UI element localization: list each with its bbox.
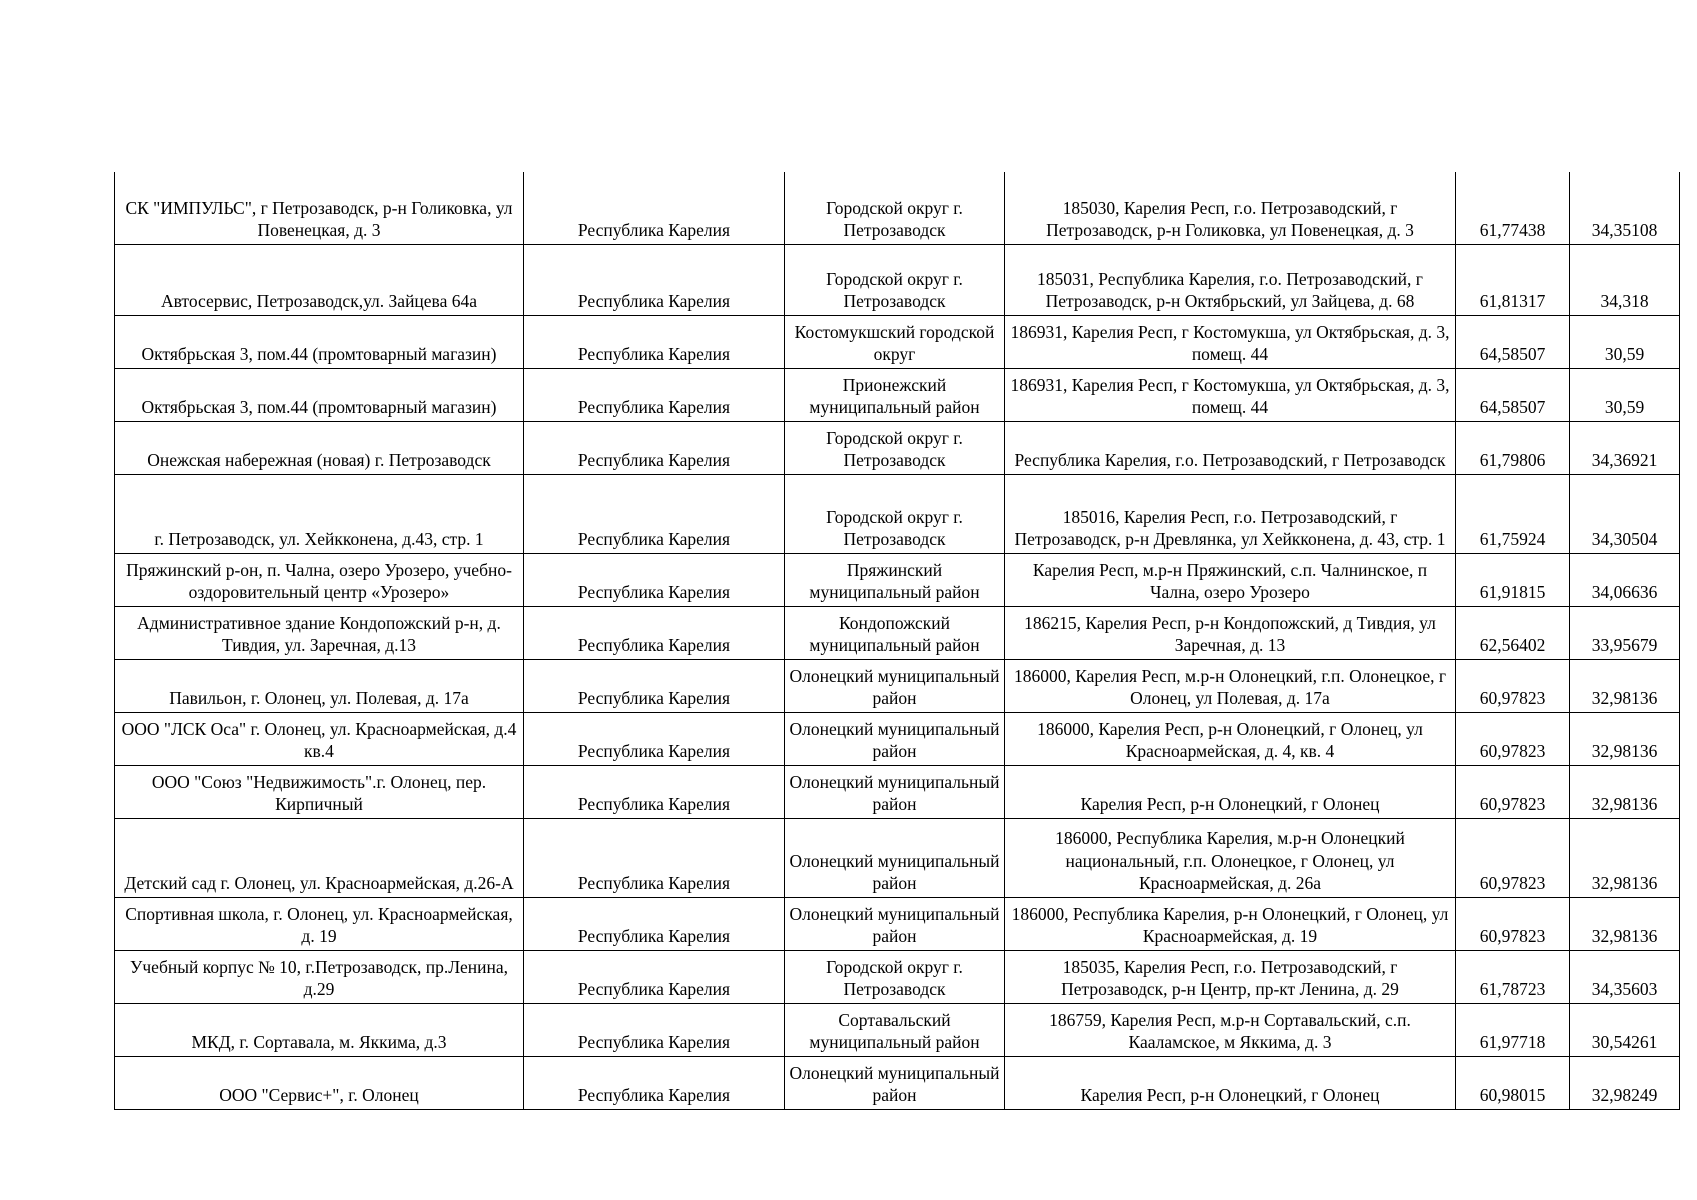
object-name-cell: Павильон, г. Олонец, ул. Полевая, д. 17а — [115, 659, 524, 712]
region-cell: Республика Карелия — [524, 244, 785, 315]
latitude-cell: 60,97823 — [1456, 818, 1570, 897]
municipality-cell: Городской округ г. Петрозаводск — [785, 421, 1005, 474]
object-name-cell: ООО "Союз "Недвижимость".г. Олонец, пер. Кирпичный — [115, 765, 524, 818]
region-cell: Республика Карелия — [524, 474, 785, 553]
object-name-cell: ООО "ЛСК Оса" г. Олонец, ул. Красноармейская, д.4 кв.4 — [115, 712, 524, 765]
longitude-cell: 32,98136 — [1570, 818, 1680, 897]
address-cell: 186931, Карелия Респ, г Костомукша, ул Октябрьская, д. 3, помещ. 44 — [1005, 368, 1456, 421]
region-cell: Республика Карелия — [524, 606, 785, 659]
table-body — [115, 172, 1680, 1109]
object-name-cell: Учебный корпус № 10, г.Петрозаводск, пр.Ленина, д.29 — [115, 950, 524, 1003]
table-row — [115, 1003, 1680, 1056]
longitude-cell: 32,98136 — [1570, 712, 1680, 765]
latitude-cell: 60,97823 — [1456, 897, 1570, 950]
longitude-cell: 30,59 — [1570, 368, 1680, 421]
latitude-cell: 61,75924 — [1456, 474, 1570, 553]
table-row — [115, 315, 1680, 368]
region-cell: Республика Карелия — [524, 172, 785, 244]
region-cell: Республика Карелия — [524, 765, 785, 818]
municipality-cell: Олонецкий муниципальный район — [785, 897, 1005, 950]
municipality-cell: Олонецкий муниципальный район — [785, 818, 1005, 897]
region-cell: Республика Карелия — [524, 897, 785, 950]
municipality-cell: Городской округ г. Петрозаводск — [785, 244, 1005, 315]
latitude-cell: 61,77438 — [1456, 172, 1570, 244]
object-name-cell: Автосервис, Петрозаводск,ул. Зайцева 64а — [115, 244, 524, 315]
longitude-cell: 34,06636 — [1570, 553, 1680, 606]
region-cell: Республика Карелия — [524, 1056, 785, 1109]
longitude-cell: 34,35603 — [1570, 950, 1680, 1003]
municipality-cell: Олонецкий муниципальный район — [785, 1056, 1005, 1109]
object-name-cell: Октябрьская 3, пом.44 (промтоварный магазин) — [115, 368, 524, 421]
municipality-cell: Сортавальский муниципальный район — [785, 1003, 1005, 1056]
latitude-cell: 61,79806 — [1456, 421, 1570, 474]
latitude-cell: 62,56402 — [1456, 606, 1570, 659]
region-cell: Республика Карелия — [524, 368, 785, 421]
longitude-cell: 34,318 — [1570, 244, 1680, 315]
region-cell: Республика Карелия — [524, 712, 785, 765]
table-row — [115, 474, 1680, 553]
address-cell: 186000, Республика Карелия, м.р-н Олонецкий национальный, г.п. Олонецкое, г Олонец, ул Красноармейская, д. 26а — [1005, 818, 1456, 897]
table-row — [115, 818, 1680, 897]
municipality-cell: Прионежский муниципальный район — [785, 368, 1005, 421]
region-cell: Республика Карелия — [524, 818, 785, 897]
object-name-cell: Детский сад г. Олонец, ул. Красноармейская, д.26-А — [115, 818, 524, 897]
address-cell: 186215, Карелия Респ, р-н Кондопожский, д Тивдия, ул Заречная, д. 13 — [1005, 606, 1456, 659]
municipality-cell: Пряжинский муниципальный район — [785, 553, 1005, 606]
object-name-cell: Спортивная школа, г. Олонец, ул. Красноармейская, д. 19 — [115, 897, 524, 950]
longitude-cell: 32,98249 — [1570, 1056, 1680, 1109]
latitude-cell: 61,78723 — [1456, 950, 1570, 1003]
municipality-cell: Кондопожский муниципальный район — [785, 606, 1005, 659]
latitude-cell: 61,97718 — [1456, 1003, 1570, 1056]
table-row — [115, 172, 1680, 244]
object-name-cell: Пряжинский р-он, п. Чална, озеро Урозеро, учебно-оздоровительный центр «Урозеро» — [115, 553, 524, 606]
region-cell: Республика Карелия — [524, 950, 785, 1003]
table-row — [115, 659, 1680, 712]
longitude-cell: 34,36921 — [1570, 421, 1680, 474]
address-cell: Карелия Респ, р-н Олонецкий, г Олонец — [1005, 765, 1456, 818]
table-row — [115, 368, 1680, 421]
municipality-cell: Олонецкий муниципальный район — [785, 659, 1005, 712]
longitude-cell: 33,95679 — [1570, 606, 1680, 659]
longitude-cell: 34,30504 — [1570, 474, 1680, 553]
longitude-cell: 32,98136 — [1570, 897, 1680, 950]
table-row — [115, 897, 1680, 950]
municipality-cell: Городской округ г. Петрозаводск — [785, 474, 1005, 553]
object-name-cell: Октябрьская 3, пом.44 (промтоварный магазин) — [115, 315, 524, 368]
municipality-cell: Городской округ г. Петрозаводск — [785, 172, 1005, 244]
longitude-cell: 32,98136 — [1570, 659, 1680, 712]
longitude-cell: 34,35108 — [1570, 172, 1680, 244]
table-row — [115, 421, 1680, 474]
latitude-cell: 61,81317 — [1456, 244, 1570, 315]
address-cell: Карелия Респ, р-н Олонецкий, г Олонец — [1005, 1056, 1456, 1109]
latitude-cell: 60,97823 — [1456, 659, 1570, 712]
region-cell: Республика Карелия — [524, 659, 785, 712]
table-row — [115, 244, 1680, 315]
latitude-cell: 61,91815 — [1456, 553, 1570, 606]
object-name-cell: СК "ИМПУЛЬС", г Петрозаводск, р-н Голиковка, ул Повенецкая, д. 3 — [115, 172, 524, 244]
latitude-cell: 60,97823 — [1456, 712, 1570, 765]
address-cell: 185016, Карелия Респ, г.о. Петрозаводский, г Петрозаводск, р-н Древлянка, ул Хейкконена, д. 43, стр. 1 — [1005, 474, 1456, 553]
address-cell: Карелия Респ, м.р-н Пряжинский, с.п. Чалнинское, п Чална, озеро Урозеро — [1005, 553, 1456, 606]
object-name-cell: Онежская набережная (новая) г. Петрозаводск — [115, 421, 524, 474]
table-row — [115, 606, 1680, 659]
latitude-cell: 60,97823 — [1456, 765, 1570, 818]
region-cell: Республика Карелия — [524, 421, 785, 474]
objects-table — [114, 172, 1680, 1110]
municipality-cell: Олонецкий муниципальный район — [785, 765, 1005, 818]
address-cell: Республика Карелия, г.о. Петрозаводский, г Петрозаводск — [1005, 421, 1456, 474]
region-cell: Республика Карелия — [524, 553, 785, 606]
object-name-cell: г. Петрозаводск, ул. Хейкконена, д.43, стр. 1 — [115, 474, 524, 553]
address-cell: 186000, Карелия Респ, р-н Олонецкий, г Олонец, ул Красноармейская, д. 4, кв. 4 — [1005, 712, 1456, 765]
latitude-cell: 64,58507 — [1456, 315, 1570, 368]
address-cell: 185031, Республика Карелия, г.о. Петрозаводский, г Петрозаводск, р-н Октябрьский, ул Зайцева, д. 68 — [1005, 244, 1456, 315]
region-cell: Республика Карелия — [524, 315, 785, 368]
latitude-cell: 60,98015 — [1456, 1056, 1570, 1109]
municipality-cell: Костомукшский городской округ — [785, 315, 1005, 368]
latitude-cell: 64,58507 — [1456, 368, 1570, 421]
municipality-cell: Городской округ г. Петрозаводск — [785, 950, 1005, 1003]
table-row — [115, 950, 1680, 1003]
object-name-cell: МКД, г. Сортавала, м. Яккима, д.3 — [115, 1003, 524, 1056]
address-cell: 185035, Карелия Респ, г.о. Петрозаводский, г Петрозаводск, р-н Центр, пр-кт Ленина, д. 29 — [1005, 950, 1456, 1003]
table-row — [115, 553, 1680, 606]
address-cell: 186759, Карелия Респ, м.р-н Сортавальский, с.п. Кааламское, м Яккима, д. 3 — [1005, 1003, 1456, 1056]
address-cell: 186931, Карелия Респ, г Костомукша, ул Октябрьская, д. 3, помещ. 44 — [1005, 315, 1456, 368]
object-name-cell: Административное здание Кондопожский р-н, д. Тивдия, ул. Заречная, д.13 — [115, 606, 524, 659]
longitude-cell: 32,98136 — [1570, 765, 1680, 818]
table-row — [115, 712, 1680, 765]
longitude-cell: 30,54261 — [1570, 1003, 1680, 1056]
table-row — [115, 1056, 1680, 1109]
municipality-cell: Олонецкий муниципальный район — [785, 712, 1005, 765]
object-name-cell: ООО "Сервис+", г. Олонец — [115, 1056, 524, 1109]
address-cell: 185030, Карелия Респ, г.о. Петрозаводский, г Петрозаводск, р-н Голиковка, ул Повенецкая, д. 3 — [1005, 172, 1456, 244]
longitude-cell: 30,59 — [1570, 315, 1680, 368]
table-row — [115, 765, 1680, 818]
region-cell: Республика Карелия — [524, 1003, 785, 1056]
address-cell: 186000, Республика Карелия, р-н Олонецкий, г Олонец, ул Красноармейская, д. 19 — [1005, 897, 1456, 950]
address-cell: 186000, Карелия Респ, м.р-н Олонецкий, г.п. Олонецкое, г Олонец, ул Полевая, д. 17а — [1005, 659, 1456, 712]
